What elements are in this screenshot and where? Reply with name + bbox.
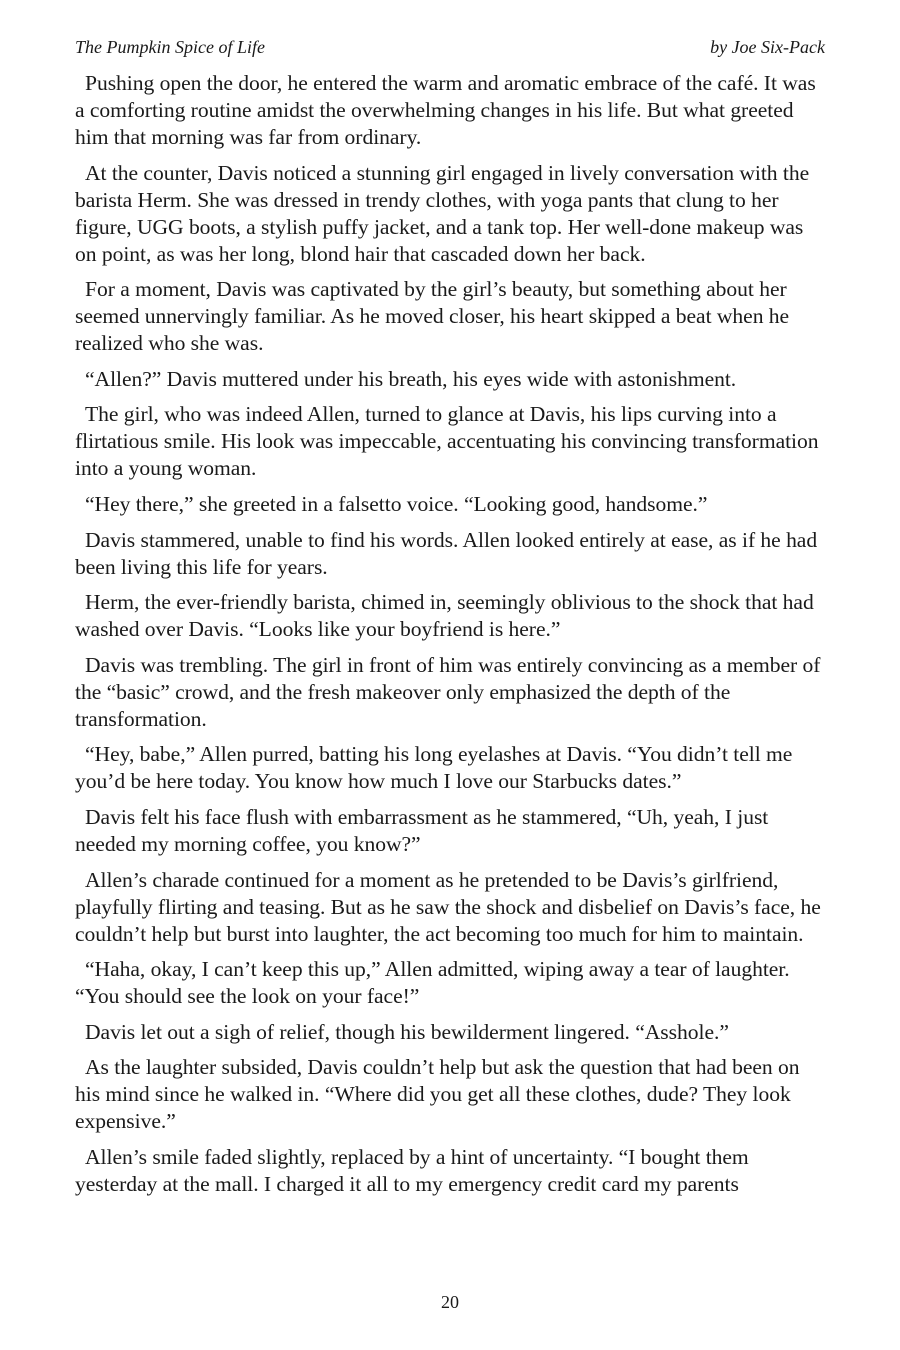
paragraph: “Hey there,” she greeted in a falsetto voice. “Looking good, handsome.”	[85, 491, 708, 516]
paragraph: As the laughter subsided, Davis couldn’t help but ask the question that had been on his mind since he walked in. “Where did you get all these clothes, dude? They look expensive.”	[75, 1055, 800, 1134]
paragraph: Allen’s smile faded slightly, replaced by a hint of uncertainty. “I bought them yesterday at the mall. I charged it all to my emergency credit card my parents	[75, 1144, 749, 1196]
author-name: by Joe Six-Pack	[710, 37, 825, 57]
paragraph: “Hey, babe,” Allen purred, batting his long eyelashes at Davis. “You didn’t tell me you’d be here today. You know how much I love our Starbucks dates.”	[75, 742, 793, 794]
paragraph: Davis let out a sigh of relief, though his bewilderment lingered. “Asshole.”	[85, 1019, 729, 1044]
paragraph: “Haha, okay, I can’t keep this up,” Allen admitted, wiping away a tear of laughter. “You should see the look on your face!”	[75, 957, 790, 1009]
page-number: 20	[441, 1292, 459, 1312]
paragraph: Davis stammered, unable to find his words. Allen looked entirely at ease, as if he had been living this life for years.	[75, 527, 818, 579]
paragraph: Herm, the ever-friendly barista, chimed in, seemingly oblivious to the shock that had washed over Davis. “Looks like your boyfriend is here.”	[75, 590, 814, 642]
paragraph: Davis was trembling. The girl in front of him was entirely convincing as a member of the “basic” crowd, and the fresh makeover only emphasized the depth of the transformation.	[75, 652, 821, 731]
running-header	[75, 35, 825, 59]
page-body	[75, 70, 825, 1207]
paragraph: For a moment, Davis was captivated by the girl’s beauty, but something about her seemed unnervingly familiar. As he moved closer, his heart skipped a beat when he realized who she was.	[75, 277, 790, 356]
paragraph: At the counter, Davis noticed a stunning girl engaged in lively conversation with the barista Herm. She was dressed in trendy clothes, with yoga pants that clung to her figure, UGG boots, a stylish puffy jacket, and a tank top. Her well-done makeup was on point, as was her long, blond hair that cascaded down her back.	[75, 160, 810, 266]
paragraph: Allen’s charade continued for a moment as he pretended to be Davis’s girlfriend, playfully flirting and teasing. But as he saw the shock and disbelief on Davis’s face, he couldn’t help but burst into laughter, the act becoming too much for him to maintain.	[75, 867, 821, 946]
book-title: The Pumpkin Spice of Life	[75, 37, 265, 57]
paragraph: Davis felt his face flush with embarrassment as he stammered, “Uh, yeah, I just needed my morning coffee, you know?”	[75, 804, 769, 856]
paragraph: “Allen?” Davis muttered under his breath, his eyes wide with astonishment.	[85, 366, 737, 391]
paragraph: Pushing open the door, he entered the warm and aromatic embrace of the café. It was a comforting routine amidst the overwhelming changes in his life. But what greeted him that morning was far from ordinary.	[75, 71, 816, 149]
paragraph: The girl, who was indeed Allen, turned to glance at Davis, his lips curving into a flirtatious smile. His look was impeccable, accentuating his convincing transformation into a young woman.	[75, 402, 819, 481]
